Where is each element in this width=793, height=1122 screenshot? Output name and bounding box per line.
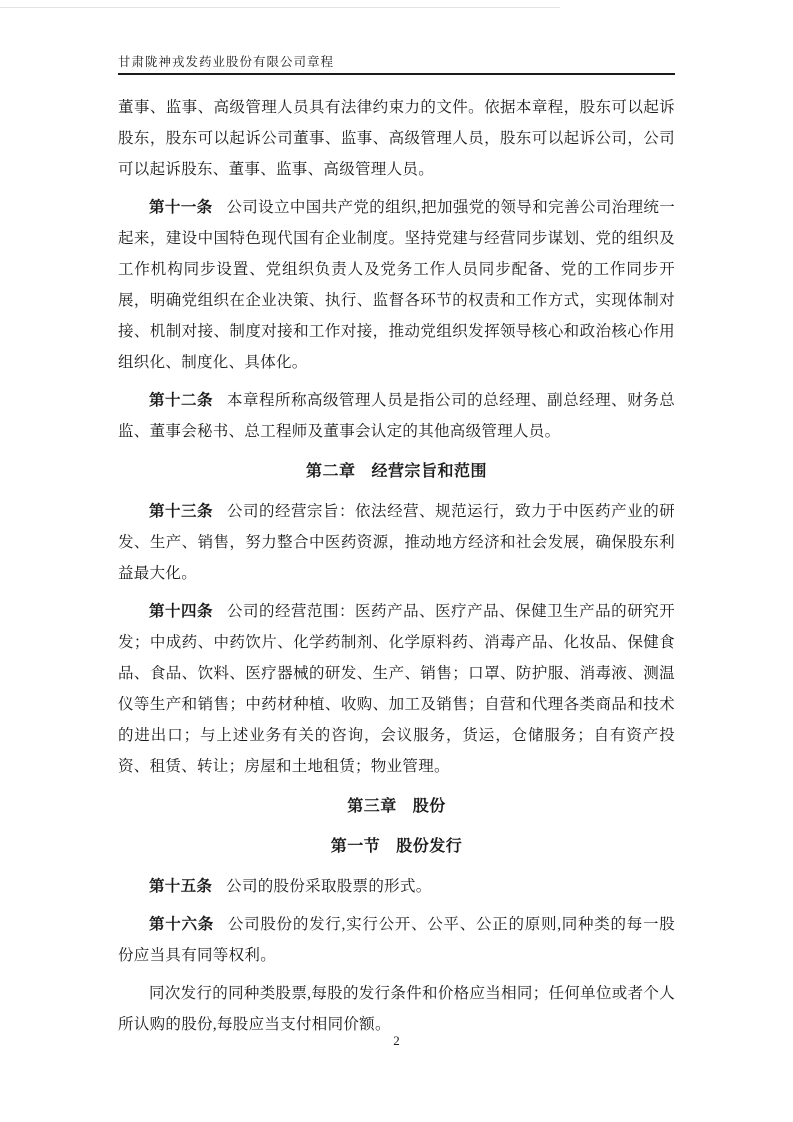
paragraph-text: 公司股份的发行,实行公开、公平、公正的原则,同种类的每一股份应当具有同等权利。: [118, 916, 676, 964]
article-label: 第十二条: [149, 392, 214, 409]
article-label: 第十六条: [149, 916, 214, 933]
page-header: [118, 52, 675, 75]
paragraph-text: 公司的股份采取股票的形式。: [226, 878, 432, 895]
section-heading: [118, 831, 675, 862]
heading-label: 第一节: [330, 838, 381, 855]
heading-label: 第三章: [347, 798, 397, 815]
article-paragraph: [118, 909, 675, 971]
heading-title: 股份: [412, 798, 446, 815]
paragraph-text: 公司的经营范围：医药产品、医疗产品、保健卫生产品的研究开发；中成药、中药饮片、化学药制剂、化学原料药、消毒产品、化妆品、保健食品、食品、饮料、医疗器械的研发、生产、销售；口罩、防护服、消毒液、测温仪等生产和销售；中药材种植、收购、加工及销售；自营和代理各类商品和技术的进出口；与上述业务有关的咨询，会议服务，货运，仓储服务；自有资产投资、租赁、转让；房屋和土地租赁；物业管理。: [118, 603, 676, 775]
body-paragraph: [118, 92, 675, 185]
page-number: 2: [393, 1033, 400, 1048]
article-label: 第十三条: [149, 503, 214, 520]
paragraph-text: 公司的经营宗旨：依法经营、规范运行，致力于中医药产业的研发、生产、销售，努力整合中医药资源，推动地方经济和社会发展，确保股东利益最大化。: [118, 503, 676, 582]
paragraph-text: 同次发行的同种类股票,每股的发行条件和价格应当相同；任何单位或者个人所认购的股份,每股应当支付相同价额。: [118, 985, 675, 1033]
article-label: 第十一条: [149, 199, 213, 216]
document-body: [118, 92, 675, 1047]
chapter-heading: [118, 791, 675, 822]
article-paragraph: [118, 596, 675, 782]
heading-title: 股份发行: [396, 838, 463, 855]
paragraph-text: 董事、监事、高级管理人员具有法律约束力的文件。依据本章程，股东可以起诉股东，股东可以起诉公司董事、监事、高级管理人员，股东可以起诉公司，公司可以起诉股东、董事、监事、高级管理人员。: [118, 99, 675, 178]
heading-label: 第二章: [305, 463, 356, 480]
paragraph-text: 本章程所称高级管理人员是指公司的总经理、副总经理、财务总监、董事会秘书、总工程师及董事会认定的其他高级管理人员。: [118, 392, 676, 440]
page-footer: [0, 1032, 793, 1050]
article-paragraph: [118, 192, 675, 378]
article-paragraph: [118, 496, 675, 589]
article-paragraph: [118, 385, 675, 447]
chapter-heading: [118, 456, 675, 487]
paragraph-text: 公司设立中国共产党的组织,把加强党的领导和完善公司治理统一起来，建设中国特色现代国有企业制度。坚持党建与经营同步谋划、党的组织及工作机构同步设置、党组织负责人及党务工作人员同步配备、党的工作同步开展，明确党组织在企业决策、执行、监督各环节的权责和工作方式，实现体制对接、机制对接、制度对接和工作对接，推动党组织发挥领导核心和政治核心作用组织化、制度化、具体化。: [118, 199, 676, 371]
article-label: 第十五条: [149, 878, 213, 895]
heading-title: 经营宗旨和范围: [371, 463, 488, 480]
body-paragraph: [118, 978, 675, 1040]
scan-artifact-line: [0, 7, 560, 8]
article-label: 第十四条: [149, 603, 214, 620]
article-paragraph: [118, 871, 675, 902]
header-title: 甘肃陇神戎发药业股份有限公司章程: [118, 55, 335, 69]
